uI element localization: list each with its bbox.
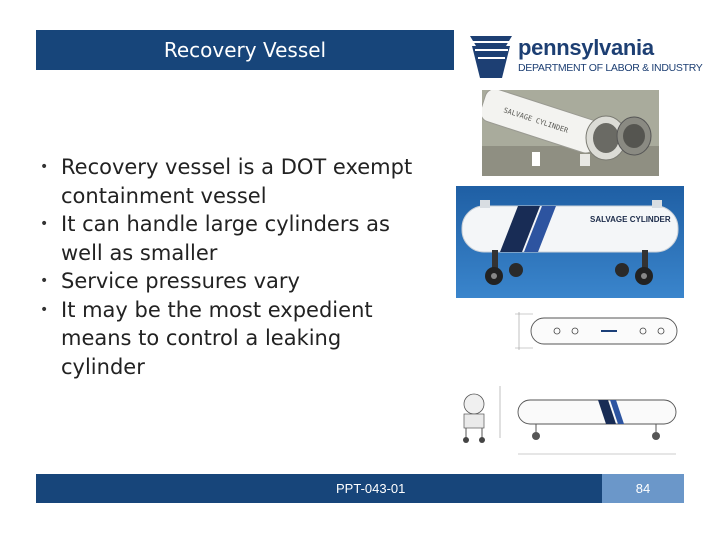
page-number: 84 <box>635 481 651 496</box>
vessel-side-view-drawing <box>456 380 684 458</box>
bullet-item <box>40 267 420 296</box>
slide-title: Recovery Vessel <box>163 38 327 62</box>
bullet-dot: • <box>40 159 49 175</box>
bullet-dot: • <box>40 273 49 289</box>
bullet-text: It may be the most expedient means to control a leaking cylinder <box>61 297 373 379</box>
pennsylvania-logo <box>466 30 703 84</box>
footer-bar <box>36 474 602 503</box>
vessel-stencil-1: SALVAGE CYLINDER <box>502 106 570 135</box>
recovery-vessel-photo <box>482 90 659 176</box>
bullet-list <box>40 153 420 381</box>
footer-code: PPT-043-01 <box>336 481 406 496</box>
bullet-text: Recovery vessel is a DOT exempt containment vessel <box>61 155 413 208</box>
keystone-icon <box>466 32 518 82</box>
vessel-stencil-2: SALVAGE CYLINDER <box>590 215 671 224</box>
bullet-item <box>40 210 420 267</box>
bullet-dot: • <box>40 301 49 318</box>
logo-department: DEPARTMENT OF LABOR & INDUSTRY <box>518 62 703 74</box>
title-bar <box>36 30 454 70</box>
bullet-item <box>40 153 420 210</box>
bullet-item <box>40 296 420 382</box>
logo-wordmark: pennsylvania <box>518 35 654 60</box>
bullet-dot: • <box>40 216 49 232</box>
page-number-box <box>602 474 684 503</box>
bullet-text: Service pressures vary <box>61 269 300 293</box>
salvage-cylinder-photo <box>456 186 684 298</box>
bullet-text: It can handle large cylinders as well as smaller <box>61 212 390 265</box>
vessel-top-view-drawing <box>505 306 685 356</box>
